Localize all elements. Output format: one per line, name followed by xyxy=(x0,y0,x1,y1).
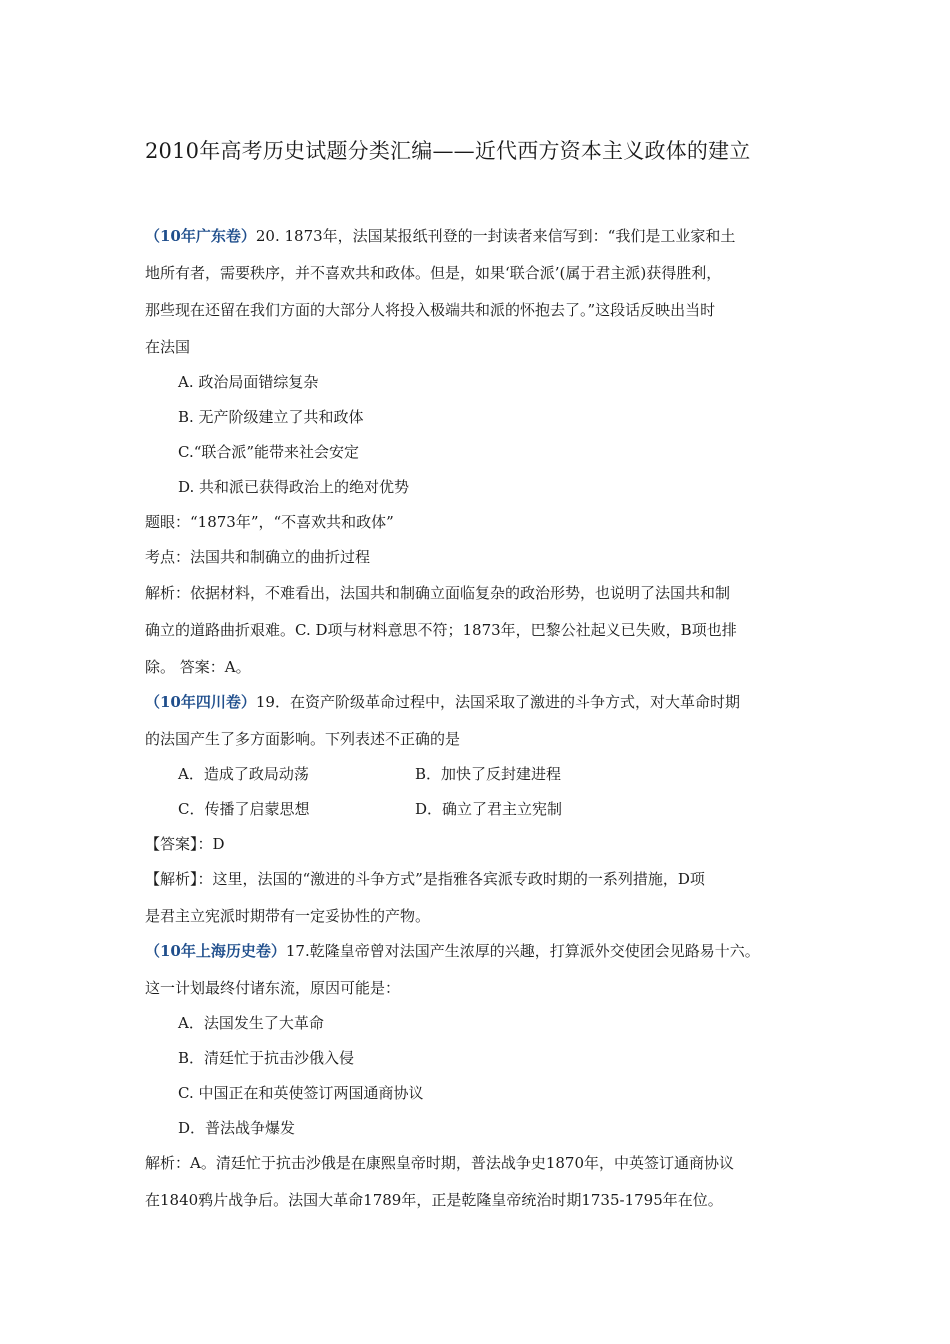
q1-kaodian: 考点：法国共和制确立的曲折过程 xyxy=(145,548,371,566)
q2-analysis-2: 是君主立宪派时期带有一定妥协性的产物。 xyxy=(145,907,431,925)
q1-option-d: D. 共和派已获得政治上的绝对优势 xyxy=(178,478,410,496)
q2-option-b: B．加快了反封建进程 xyxy=(415,765,562,783)
q1-analysis-3: 除。 答案：A。 xyxy=(145,658,251,676)
q2-option-d: D．确立了君主立宪制 xyxy=(415,800,563,818)
q1-analysis-2: 确立的道路曲折艰难。C. D项与材料意思不符；1873年，巴黎公社起义已失败，B项也排 xyxy=(145,621,737,639)
q1-text-1: 20. 1873年，法国某报纸刊登的一封读者来信写到：“我们是工业家和土 xyxy=(255,227,736,245)
q2-answer: 【答案】：D xyxy=(145,835,225,853)
q1-analysis-1: 解析：依据材料，不难看出，法国共和制确立面临复杂的政治形势，也说明了法国共和制 xyxy=(145,584,731,602)
q1-option-c: C.“联合派”能带来社会安定 xyxy=(178,443,360,461)
q3-option-d: D．普法战争爆发 xyxy=(178,1119,296,1137)
q3-text-1: 17.乾隆皇帝曾对法国产生浓厚的兴趣，打算派外交使团会见路易十六。 xyxy=(285,942,760,960)
q3-option-a: A．法国发生了大革命 xyxy=(178,1014,324,1032)
q1-tiyan: 题眼：“1873年”，“不喜欢共和政体” xyxy=(145,513,394,531)
q2-option-c: C．传播了启蒙思想 xyxy=(178,800,310,818)
q3-line-1 xyxy=(145,940,760,962)
q3-line-2: 这一计划最终付诸东流，原因可能是： xyxy=(145,979,401,997)
q2-option-a: A．造成了政局动荡 xyxy=(178,765,309,783)
document-title: 2010年高考历史试题分类汇编——近代西方资本主义政体的建立 xyxy=(145,139,751,163)
q3-option-b: B．清廷忙于抗击沙俄入侵 xyxy=(178,1049,355,1067)
q2-line-2: 的法国产生了多方面影响。下列表述不正确的是 xyxy=(145,730,461,748)
q3-analysis-1: 解析：A。清廷忙于抗击沙俄是在康熙皇帝时期，普法战争史1870年，中英签订通商协议 xyxy=(145,1154,735,1172)
q1-line-4: 在法国 xyxy=(145,338,191,356)
q1-line-2: 地所有者，需要秩序，并不喜欢共和政体。但是，如果‘联合派’(属于君主派)获得胜利， xyxy=(145,264,722,282)
q1-option-b: B. 无产阶级建立了共和政体 xyxy=(178,408,364,426)
q2-text-1: 19．在资产阶级革命过程中，法国采取了激进的斗争方式，对大革命时期 xyxy=(255,693,740,711)
q2-source: （10年四川卷） xyxy=(145,693,256,711)
q3-source: （10年上海历史卷） xyxy=(145,942,286,960)
q2-line-1 xyxy=(145,691,740,713)
q1-line-3: 那些现在还留在我们方面的大部分人将投入极端共和派的怀抱去了。”这段话反映出当时 xyxy=(145,301,716,319)
q3-option-c: C. 中国正在和英使签订两国通商协议 xyxy=(178,1084,424,1102)
q3-analysis-2: 在1840鸦片战争后。法国大革命1789年，正是乾隆皇帝统治时期1735-1795年在位。 xyxy=(145,1191,723,1209)
q1-line-1 xyxy=(145,225,735,247)
q1-option-a: A. 政治局面错综复杂 xyxy=(178,373,319,391)
q1-source: （10年广东卷） xyxy=(145,227,256,245)
q2-analysis-1: 【解析】：这里，法国的“激进的斗争方式”是指雅各宾派专政时期的一系列措施，D项 xyxy=(145,870,705,888)
